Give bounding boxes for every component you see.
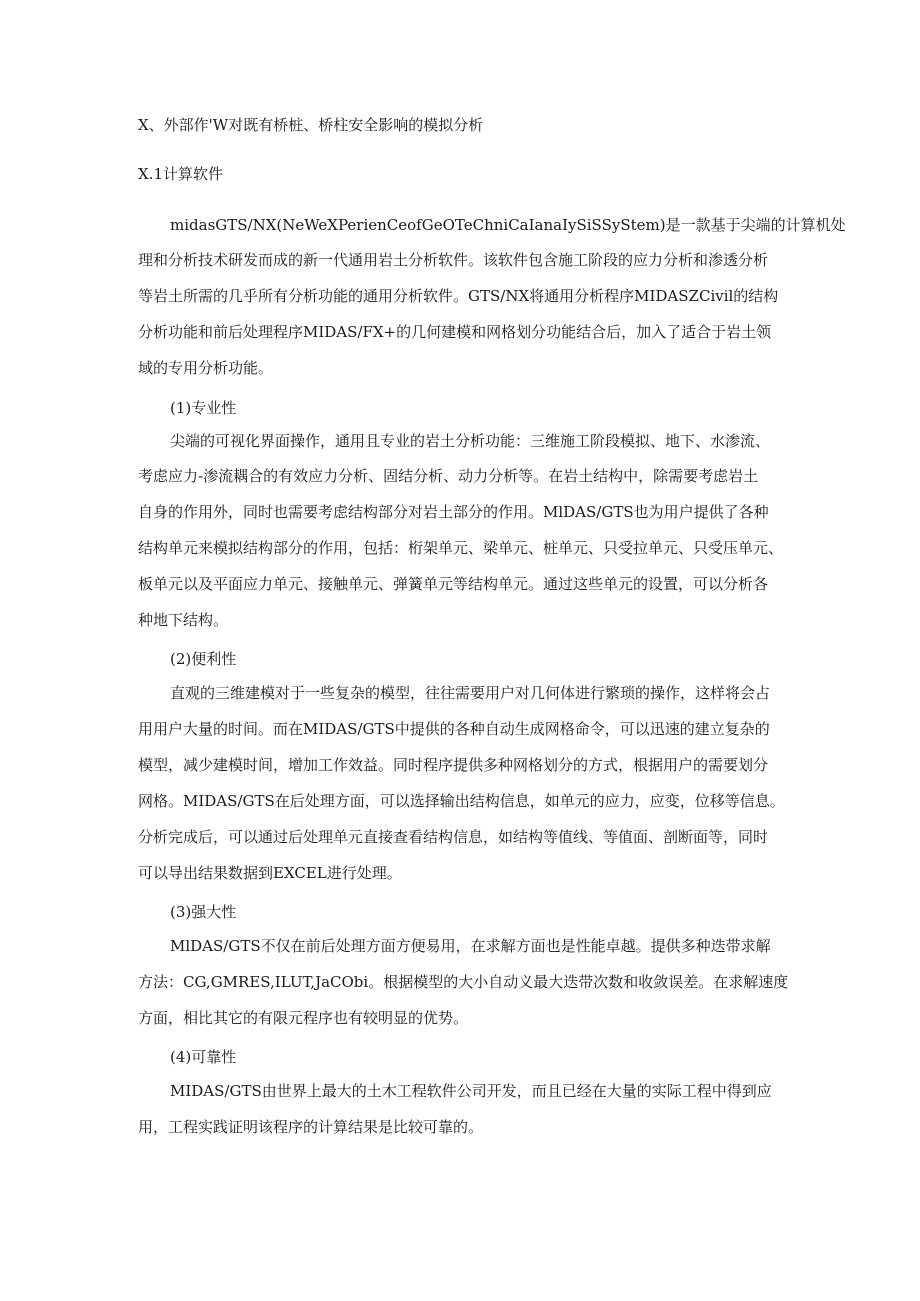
item-heading: (4)可靠性 xyxy=(170,1048,237,1066)
paragraph-line: 板单元以及平面应力单元、接触单元、弹簧单元等结构单元。通过这些单元的设置，可以分析各 xyxy=(138,575,769,593)
intro-line: midasGTS/NX(NeWeXPerienCeofGeOTeChniCaIanaIySiSSyStem)是一款基于尖端的计算机处 xyxy=(170,216,846,234)
intro-line: 分析功能和前后处理程序MIDAS/FX+的几何建模和网格划分功能结合后，加入了适合于岩土领 xyxy=(138,323,772,341)
item-heading: (2)便利性 xyxy=(170,650,237,668)
paragraph-line: 分析完成后，可以通过后处理单元直接查看结构信息，如结构等值线、等值面、剖断面等，同时 xyxy=(138,828,769,846)
paragraph-line: 网格。MIDAS/GTS在后处理方面，可以选择输出结构信息，如单元的应力，应变，位移等信息。 xyxy=(138,792,785,810)
paragraph-line: 方法：CG,GMRES,ILUT,JaCObi。根据模型的大小自动义最大迭带次数和收敛误差。在求解速度 xyxy=(138,973,789,991)
intro-line: 域的专用分析功能。 xyxy=(138,359,274,377)
paragraph-line: 考虑应力-渗流耦合的有效应力分析、固结分析、动力分析等。在岩土结构中，除需要考虑岩土 xyxy=(138,467,759,485)
item-heading: (3)强大性 xyxy=(170,903,237,921)
paragraph-line: 方面，相比其它的有限元程序也有较明显的优势。 xyxy=(138,1009,469,1027)
paragraph-line: 自身的作用外，同时也需要考虑结构部分对岩土部分的作用。MlDAS/GTS也为用户提供了各种 xyxy=(138,503,769,521)
document-title: X、外部作'W对既有桥桩、桥柱安全影响的模拟分析 xyxy=(138,116,484,134)
paragraph-line: MIDAS/GTS由世界上最大的土木工程软件公司开发，而且已经在大量的实际工程中得到应 xyxy=(170,1082,772,1100)
intro-line: 等岩土所需的几乎所有分析功能的通用分析软件。GTS/NX将通用分析程序MIDASZCivil的结构 xyxy=(138,287,779,305)
paragraph-line: 直观的三维建模对于一些复杂的模型，往往需要用户对几何体进行繁琐的操作，这样将会占 xyxy=(170,684,771,702)
paragraph-line: 用，工程实践证明该程序的计算结果是比较可靠的。 xyxy=(138,1118,484,1136)
paragraph-line: 模型，减少建模时间，增加工作效益。同时程序提供多种网格划分的方式，根据用户的需要划分 xyxy=(138,756,769,774)
paragraph-line: MlDAS/GTS不仅在前后处理方面方便易用，在求解方面也是性能卓越。提供多种迭带求解 xyxy=(170,937,771,955)
paragraph-line: 结构单元来模拟结构部分的作用，包括：桁架单元、梁单元、桩单元、只受拉单元、只受压单元、 xyxy=(138,539,784,557)
paragraph-line: 可以导出结果数据到EXCEL进行处理。 xyxy=(138,864,402,882)
paragraph-line: 种地下结构。 xyxy=(138,611,229,629)
paragraph-line: 用用户大量的时间。而在MIDAS/GTS中提供的各种自动生成网格命令，可以迅速的建立复杂的 xyxy=(138,720,770,738)
intro-line: 理和分析技术研发而成的新一代通用岩土分析软件。该软件包含施工阶段的应力分析和渗透分析 xyxy=(138,251,769,269)
section-heading: X.1计算软件 xyxy=(138,165,223,183)
paragraph-line: 尖端的可视化界面操作，通用且专业的岩土分析功能：三维施工阶段模拟、地下、水渗流、 xyxy=(170,432,771,450)
item-heading: (1)专业性 xyxy=(170,399,237,417)
